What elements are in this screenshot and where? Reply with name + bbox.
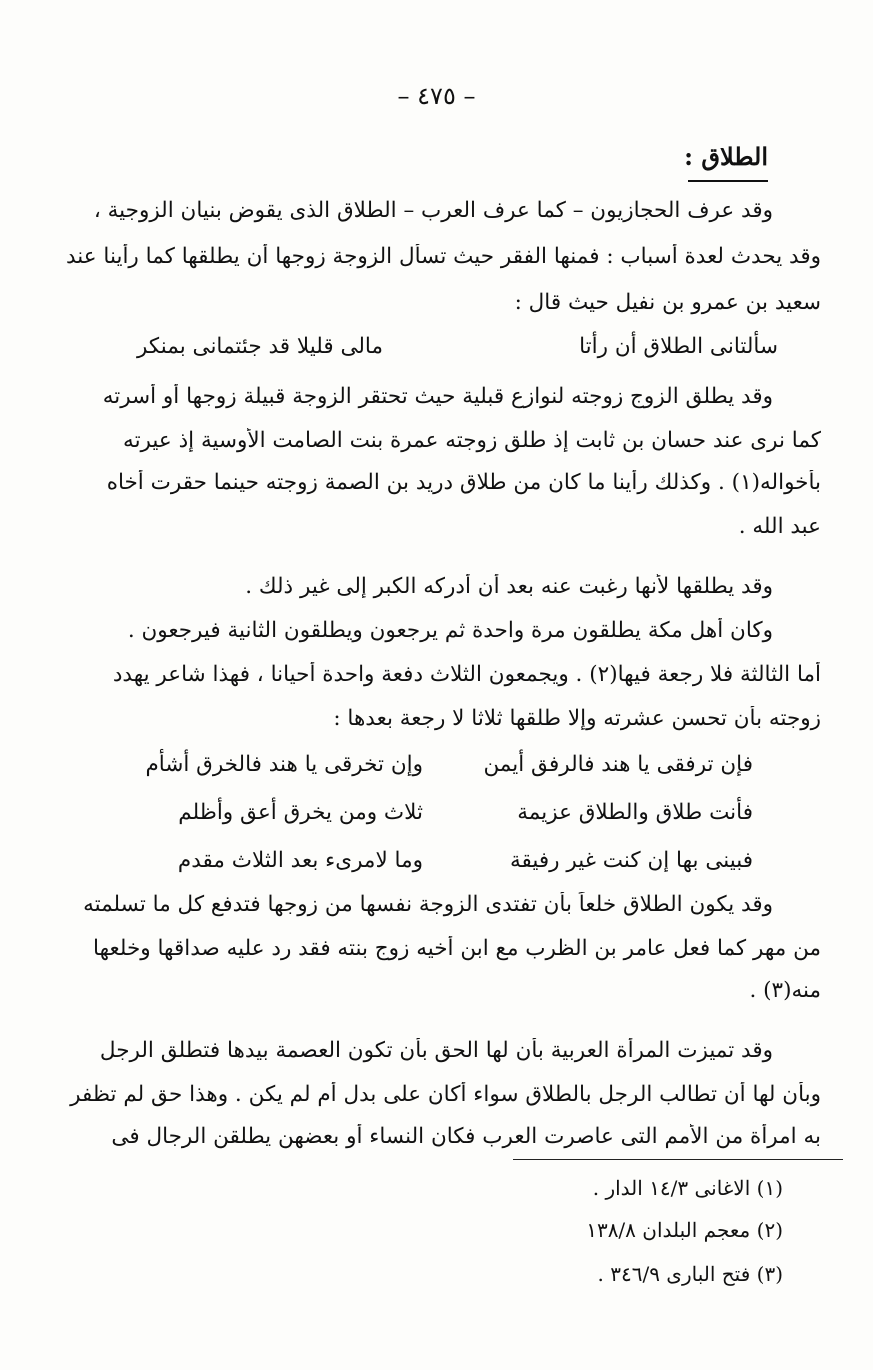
paragraph-line: وكان أهل مكة يطلقون مرة واحدة ثم يرجعون ويطلقون الثانية فيرجعون . [127, 618, 773, 643]
paragraph-line: وقد يطلق الزوج زوجته لنوازع قبلية حيث تحتقر الزوجة قبيلة زوجها أو أسرته [102, 384, 773, 409]
page-number: – ٤٧٥ – [397, 82, 476, 110]
verse-hemistich-second: وما لامرىء بعد الثلاث مقدم [177, 848, 423, 873]
paragraph-line: سعيد بن عمرو بن نفيل حيث قال : [514, 290, 821, 315]
footnote-divider [513, 1159, 843, 1160]
paragraph-line: منه(٣) . [749, 978, 821, 1003]
footnote: (٢) معجم البلدان ١٣٨/٨ [586, 1218, 783, 1242]
paragraph-line: وقد تميزت المرأة العربية بأن لها الحق بأن تكون العصمة بيدها فتطلق الرجل [99, 1038, 773, 1063]
paragraph-line: كما نرى عند حسان بن ثابت إذ طلق زوجته عمرة بنت الصامت الأوسية إذ عيرته [123, 428, 821, 453]
verse-hemistich-first: فأنت طلاق والطلاق عزيمة [517, 800, 753, 825]
paragraph-line: من مهر كما فعل عامر بن الظرب مع ابن أخيه زوج بنته فقد رد عليه صداقها وخلعها [93, 936, 821, 961]
heading-underline [688, 180, 768, 182]
section-heading: الطلاق : [684, 142, 768, 171]
footnote: (١) الاغانى ١٤/٣ الدار . [592, 1176, 783, 1200]
paragraph-line: أما الثالثة فلا رجعة فيها(٢) . ويجمعون الثلاث دفعة واحدة أحيانا ، فهذا شاعر يهدد [112, 662, 821, 687]
paragraph-line: وبأن لها أن تطالب الرجل بالطلاق سواء أكان على بدل أم لم يكن . وهذا حق لم تظفر [70, 1082, 821, 1107]
footnote: (٣) فتح البارى ٣٤٦/٩ . [597, 1262, 783, 1286]
paragraph-line: وقد يحدث لعدة أسباب : فمنها الفقر حيث تسأل الزوجة زوجها أن يطلقها كما رأينا عند [66, 244, 821, 269]
verse-hemistich-second: مالى قليلا قد جئتمانى بمنكر [137, 334, 383, 359]
paragraph-line: عبد الله . [738, 514, 821, 539]
paragraph-line: به امرأة من الأمم التى عاصرت العرب فكان النساء أو بعضهن يطلقن الرجال فى [111, 1124, 821, 1149]
verse-hemistich-first: سألتانى الطلاق أن رأتا [579, 334, 778, 359]
verse-hemistich-second: وإن تخرقى يا هند فالخرق أشأم [145, 752, 423, 777]
paragraph-line: وقد يطلقها لأنها رغبت عنه بعد أن أدركه الكبر إلى غير ذلك . [245, 574, 773, 599]
verse-hemistich-first: فإن ترفقى يا هند فالرفق أيمن [483, 752, 753, 777]
paragraph-line: وقد يكون الطلاق خلعاً بأن تفتدى الزوجة نفسها من زوجها فتدفع كل ما تسلمته [83, 892, 773, 917]
verse-hemistich-first: فبينى بها إن كنت غير رفيقة [509, 848, 753, 873]
verse-hemistich-second: ثلاث ومن يخرق أعق وأظلم [178, 800, 423, 825]
paragraph-line: زوجته بأن تحسن عشرته وإلا طلقها ثلاثا لا رجعة بعدها : [333, 706, 821, 731]
paragraph-line: بأخواله(١) . وكذلك رأينا ما كان من طلاق دريد بن الصمة زوجته حينما حقرت أخاه [106, 470, 821, 495]
paragraph-line: وقد عرف الحجازيون – كما عرف العرب – الطلاق الذى يقوض بنيان الزوجية ، [93, 198, 773, 223]
